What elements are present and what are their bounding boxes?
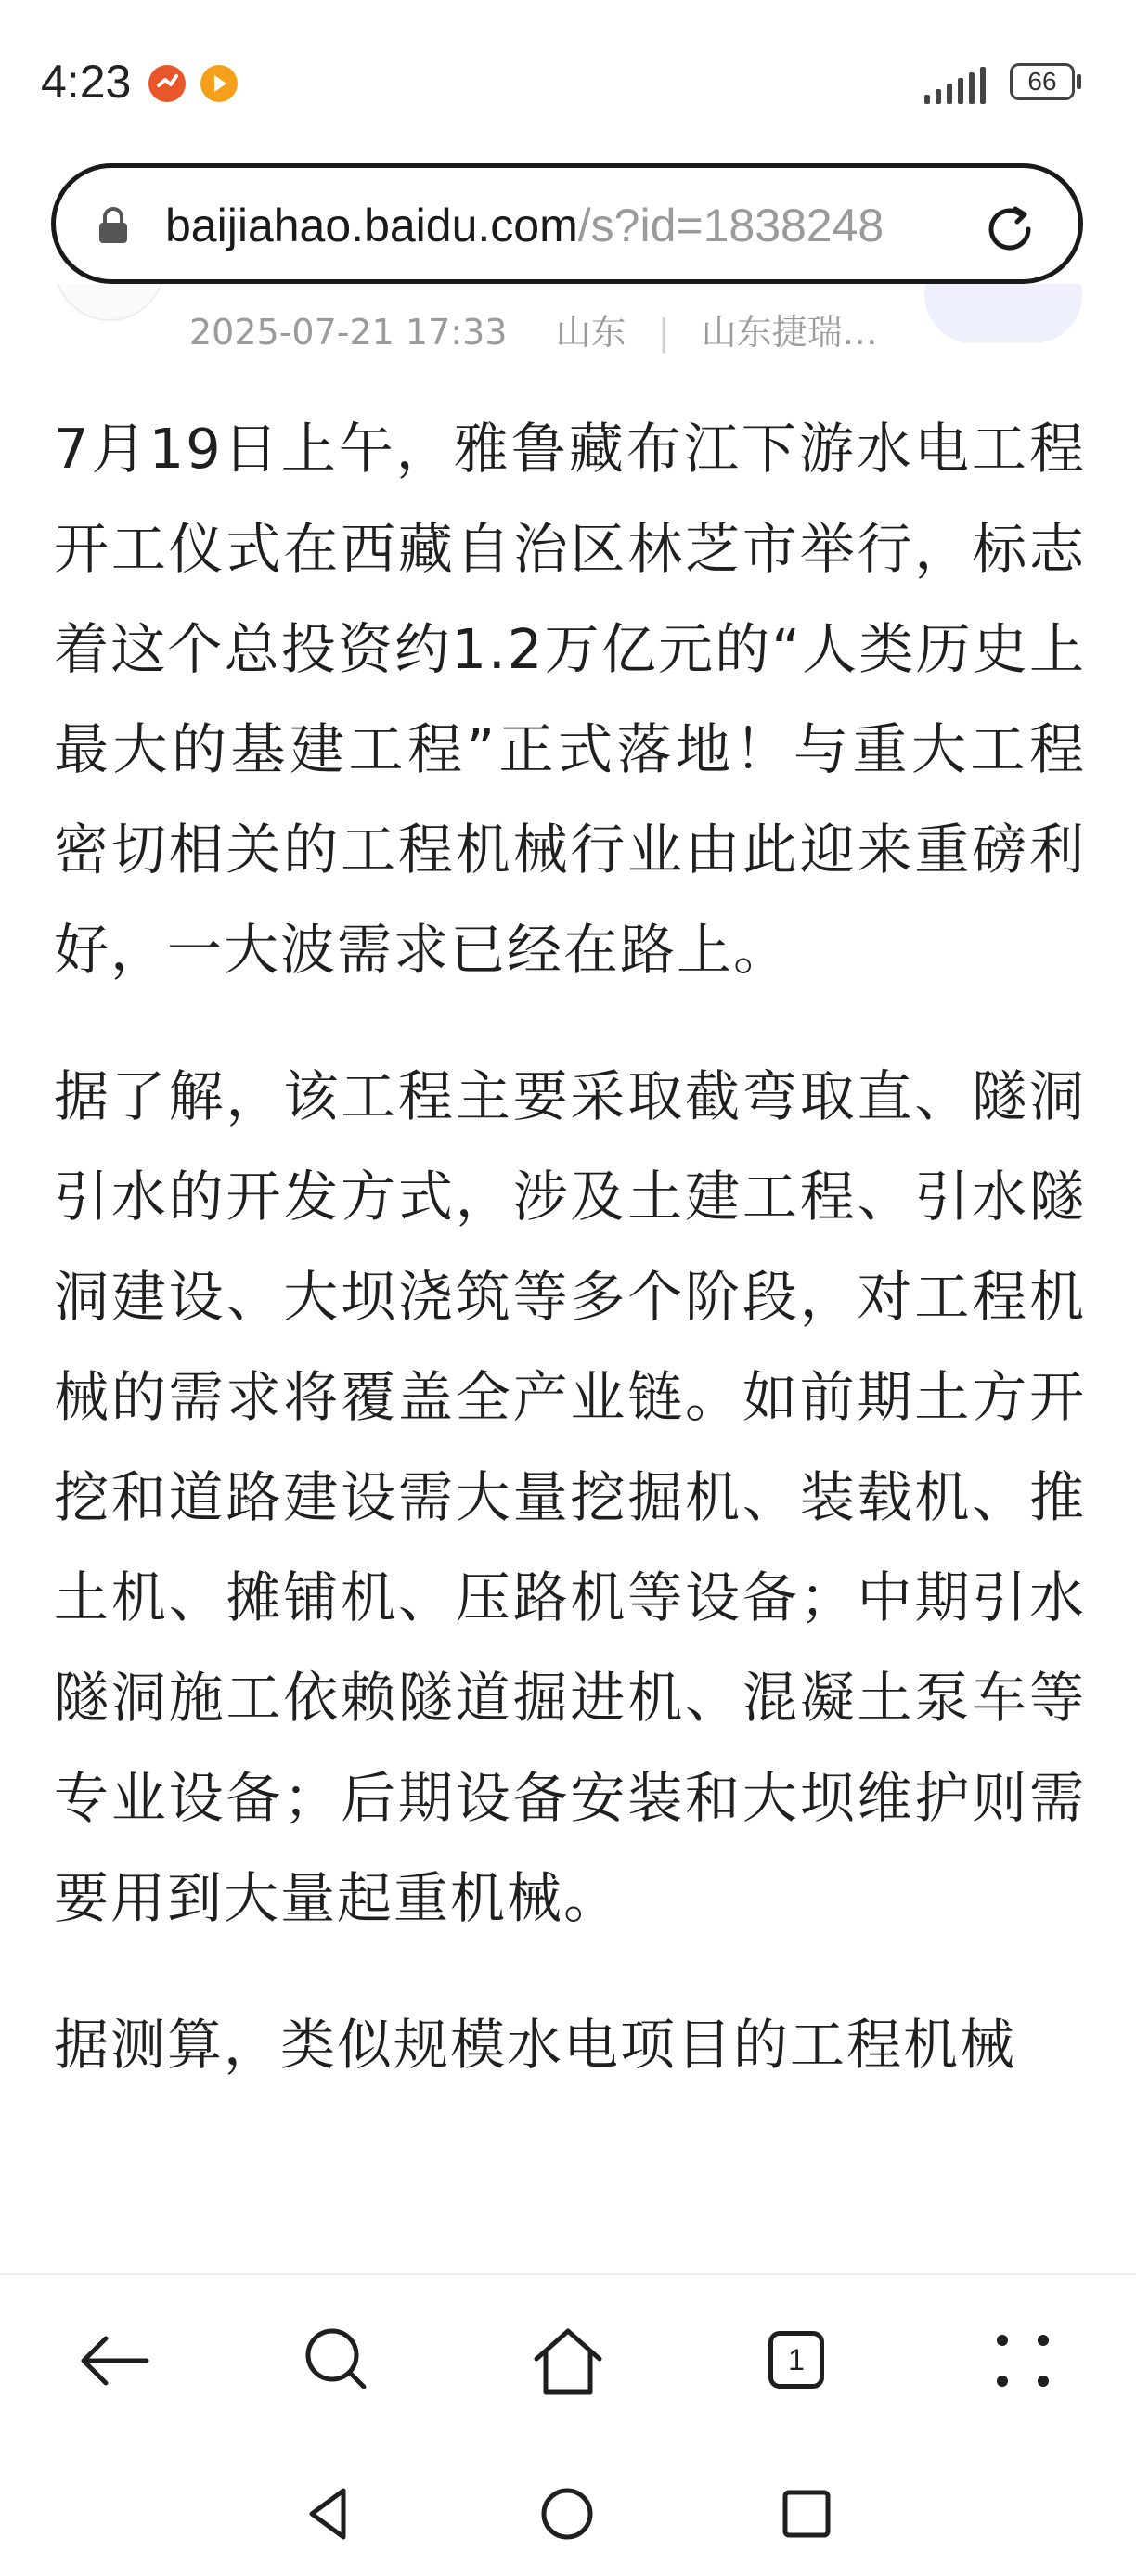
status-bar [0, 0, 1136, 158]
app-notification-icon-2 [200, 65, 238, 102]
system-nav-bar [0, 2450, 1136, 2576]
author-name[interactable]: 山东捷瑞… [701, 312, 878, 353]
meta-line [189, 310, 878, 354]
article-paragraph: 据测算，类似规模水电项目的工程机械 [54, 2013, 1017, 2077]
app-notification-icon [148, 65, 186, 102]
article-body [54, 399, 1086, 2273]
meta-divider: | [657, 312, 670, 353]
url-text[interactable] [165, 196, 926, 255]
nav-back-icon[interactable] [295, 2481, 360, 2546]
battery-icon [1010, 63, 1084, 104]
battery-tip [1077, 74, 1081, 89]
search-icon[interactable] [295, 2318, 381, 2403]
nav-home-icon[interactable] [535, 2481, 600, 2546]
menu-dots-icon[interactable] [980, 2318, 1065, 2403]
status-time: 4:23 [41, 56, 132, 108]
reload-icon[interactable] [980, 200, 1039, 259]
url-path: /s?id=1838248 [577, 200, 884, 251]
publish-date: 2025-07-21 17:33 [189, 312, 508, 353]
signal-icon [924, 67, 995, 104]
follow-button[interactable] [924, 284, 1082, 343]
browser-toolbar [0, 2273, 1136, 2450]
article-paragraph: 据了解，该工程主要采取截弯取直、隧洞引水的开发方式，涉及土建工程、引水隧洞建设、大坝浇筑等多个阶段，对工程机械的需求将覆盖全产业链。如前期土方开挖和道路建设需大量挖掘机、装载机、推土机、摊铺机、压路机等设备；中期引水隧洞施工依赖隧道掘进机、混凝土泵车等专业设备；后期设备安装和大坝维护则需要用到大量起重机械。 [54, 1064, 1086, 1930]
url-host: baijiahao.baidu.com [165, 200, 578, 251]
home-icon[interactable] [525, 2318, 611, 2403]
address-bar[interactable] [51, 163, 1083, 284]
nav-recent-icon[interactable] [774, 2481, 839, 2546]
article-meta [0, 284, 1136, 369]
battery-level: 66 [1010, 63, 1075, 100]
author-avatar[interactable] [54, 284, 165, 321]
back-arrow-icon[interactable] [72, 2318, 158, 2403]
tab-count: 1 [768, 2331, 824, 2389]
tabs-button[interactable] [754, 2318, 839, 2403]
article-paragraph: 7月19日上午，雅鲁藏布江下游水电工程开工仪式在西藏自治区林芝市举行，标志着这个总投资约1.2万亿元的“人类历史上最大的基建工程”正式落地！与重大工程密切相关的工程机械行业由此迎来重磅利好，一大波需求已经在路上。 [54, 417, 1086, 982]
lock-icon [97, 207, 130, 244]
publish-location: 山东 [555, 312, 626, 353]
